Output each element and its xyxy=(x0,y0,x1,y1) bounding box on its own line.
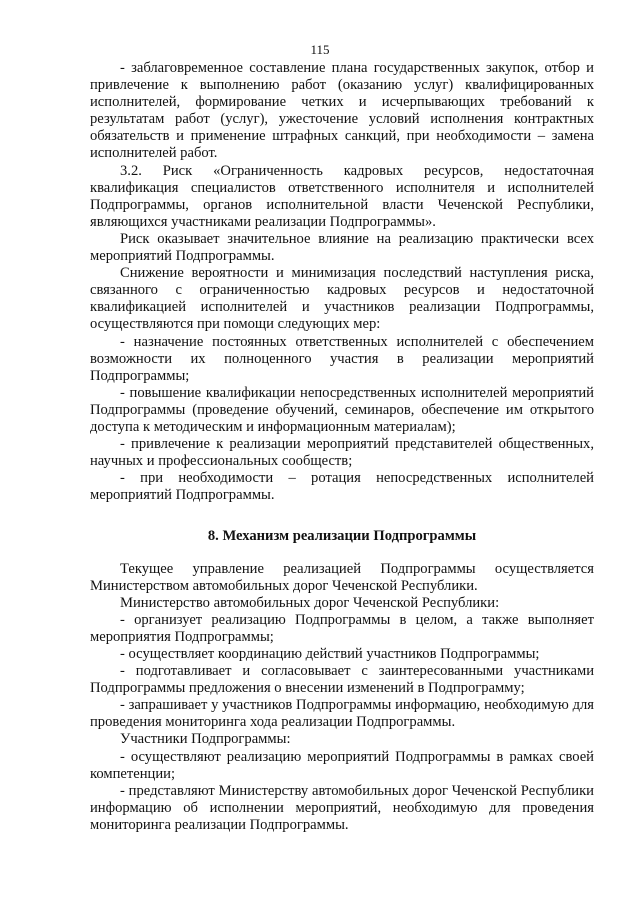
paragraph: Министерство автомобильных дорог Чеченской Республики: xyxy=(120,594,500,611)
page-body xyxy=(90,60,594,834)
paragraph: - повышение квалификации непосредственных исполнителей мероприятий Подпрограммы (проведение обучений, семинаров, обеспечение им открытого доступа к методическим и информационным материалам); xyxy=(90,384,594,435)
page-number: 115 xyxy=(310,42,330,57)
paragraph: - организует реализацию Подпрограммы в целом, а также выполняет мероприятия Подпрограммы; xyxy=(90,611,594,645)
paragraph: Текущее управление реализацией Подпрограммы осуществляется Министерством автомобильных дорог Чеченской Республики. xyxy=(90,560,594,594)
section-heading: 8. Механизм реализации Подпрограммы xyxy=(207,528,477,545)
paragraph: - запрашивает у участников Подпрограммы информацию, необходимую для проведения мониторинга хода реализации Подпрограммы. xyxy=(90,697,594,731)
paragraph: Риск оказывает значительное влияние на реализацию практически всех мероприятий Подпрограммы. xyxy=(90,230,594,265)
paragraph: Участники Подпрограммы: xyxy=(120,731,291,748)
paragraph: Снижение вероятности и минимизация последствий наступления риска, связанного с ограниченностью кадровых ресурсов и недостаточной квалификацией исполнителей и участников реализации Подпрограммы, осуществляются при помощи следующих мер: xyxy=(90,265,594,333)
paragraph: - при необходимости – ротация непосредственных исполнителей мероприятий Подпрограммы. xyxy=(90,470,594,504)
paragraph: - представляют Министерству автомобильных дорог Чеченской Республики информацию об исполнении мероприятий, необходимую для проведения мониторинга реализации Подпрограммы. xyxy=(90,782,594,833)
paragraph: - осуществляет координацию действий участников Подпрограммы; xyxy=(120,646,540,662)
paragraph: - осуществляют реализацию мероприятий Подпрограммы в рамках своей компетенции; xyxy=(90,748,594,782)
paragraph: 3.2. Риск «Ограниченность кадровых ресурсов, недостаточная квалификация специалистов ответственного исполнителя и исполнителей Подпрограммы, органов исполнительной власти Чеченской Республики, являющихся участниками реализации Подпрограммы». xyxy=(90,162,594,230)
paragraph: - назначение постоянных ответственных исполнителей с обеспечением возможности их полноценного участия в реализации мероприятий Подпрограммы; xyxy=(90,333,594,384)
paragraph: - привлечение к реализации мероприятий представителей общественных, научных и профессиональных сообществ; xyxy=(90,436,594,470)
paragraph: - заблаговременное составление плана государственных закупок, отбор и привлечение к выполнению работ (оказанию услуг) квалифицированных исполнителей, формирование четких и исчерпывающих требований к результатам работ (услуг), ужесточение условий исполнения контрактных обязательств и применение штрафных санкций, при необходимости – замена исполнителей работ. xyxy=(90,60,594,162)
paragraph: - подготавливает и согласовывает с заинтересованными участниками Подпрограммы предложения о внесении изменений в Подпрограмму; xyxy=(90,663,594,697)
